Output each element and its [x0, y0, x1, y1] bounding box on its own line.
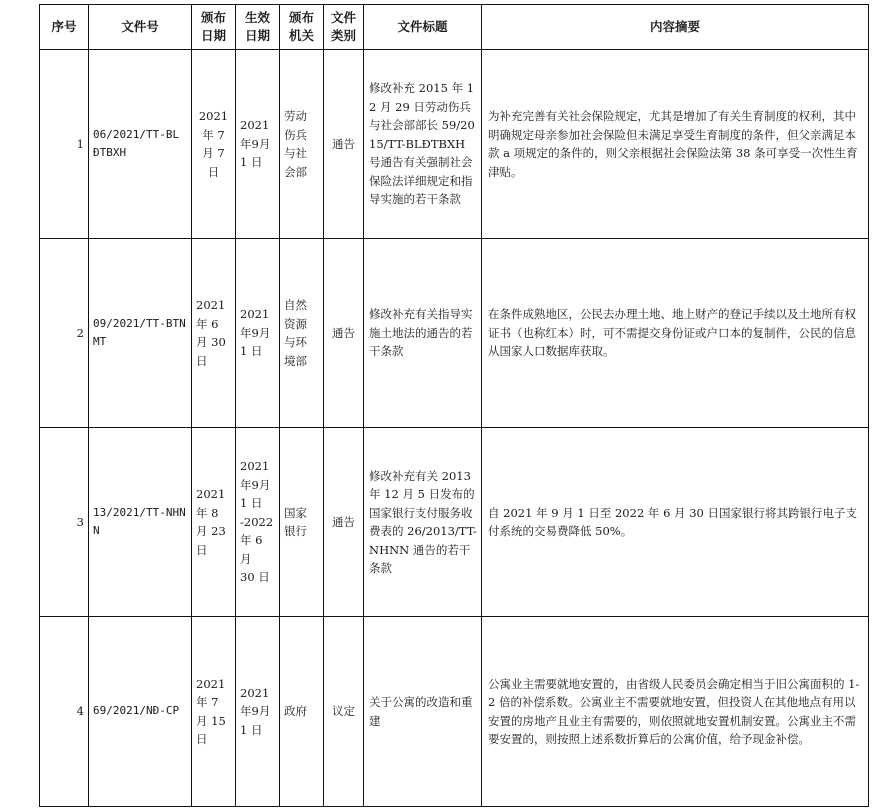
- header-title: 文件标题: [364, 5, 482, 50]
- header-doc-type: 文件 类别: [324, 5, 364, 50]
- row-title: 修改补充有关指导实施土地法的通告的若干条款: [364, 239, 482, 428]
- row-title: 修改补充 2015 年 12 月 29 日劳动伤兵与社会部部长 59/2015/TT-BLĐTBXH 号通告有关强制社会保险法详细规定和指导实施的若干条款: [364, 50, 482, 239]
- row-doc-no: 69/2021/NĐ-CP: [89, 617, 192, 807]
- row-effective-date: 2021 年9月 1 日: [236, 239, 280, 428]
- row-title: 修改补充有关 2013 年 12 月 5 日发布的国家银行支付服务收费表的 26/2013/TT-NHNN 通告的若干条款: [364, 428, 482, 617]
- row-issue-date: 2021 年 6 月 30 日: [192, 239, 236, 428]
- row-issuer: 国家 银行: [280, 428, 324, 617]
- row-summary: 自 2021 年 9 月 1 日至 2022 年 6 月 30 日国家银行将其跨银行电子支付系统的交易费降低 50%。: [482, 428, 869, 617]
- row-doc-type: 议定: [324, 617, 364, 807]
- row-doc-type: 通告: [324, 50, 364, 239]
- header-summary: 内容摘要: [482, 5, 869, 50]
- row-issuer: 劳动 伤兵 与社 会部: [280, 50, 324, 239]
- table-row: [40, 239, 869, 428]
- row-doc-type: 通告: [324, 239, 364, 428]
- row-issuer: 自然 资源 与环 境部: [280, 239, 324, 428]
- header-issue-date: 颁布 日期: [192, 5, 236, 50]
- row-index: 1: [40, 50, 89, 239]
- row-index: 2: [40, 239, 89, 428]
- row-summary: 为补充完善有关社会保险规定，尤其是增加了有关生育制度的权利，其中明确规定母亲参加社会保险但未满足享受生育制度的条件，但父亲满足本款 a 项规定的条件的，则父亲根据社会保险法第 38 条可享受一次性生育津贴。: [482, 50, 869, 239]
- row-effective-date: 2021 年9月 1 日 -2022 年 6 月 30 日: [236, 428, 280, 617]
- row-index: 4: [40, 617, 89, 807]
- row-effective-date: 2021 年9月 1 日: [236, 50, 280, 239]
- row-issuer: 政府: [280, 617, 324, 807]
- header-doc-no: 文件号: [89, 5, 192, 50]
- row-summary: 公寓业主需要就地安置的，由省级人民委员会确定相当于旧公寓面积的 1-2 倍的补偿系数。公寓业主不需要就地安置，但投资人在其他地点有用以安置的房地产且业主有需要的，则依照就地安置机制安置。公寓业主不需要安置的，则按照上述系数折算后的公寓价值，给予现金补偿。: [482, 617, 869, 807]
- header-effective-date: 生效 日期: [236, 5, 280, 50]
- regulations-table: [39, 4, 869, 807]
- row-doc-no: 06/2021/TT-BL ĐTBXH: [89, 50, 192, 239]
- table-row: [40, 428, 869, 617]
- row-doc-no: 09/2021/TT-BTN MT: [89, 239, 192, 428]
- row-index: 3: [40, 428, 89, 617]
- row-issue-date: 2021 年 7 月 15 日: [192, 617, 236, 807]
- row-summary: 在条件成熟地区，公民去办理土地、地上财产的登记手续以及土地所有权证书（也称红本）时，可不需提交身份证或户口本的复制件，公民的信息从国家人口数据库获取。: [482, 239, 869, 428]
- table-row: [40, 50, 869, 239]
- row-title: 关于公寓的改造和重建: [364, 617, 482, 807]
- header-row: [40, 5, 869, 50]
- row-doc-type: 通告: [324, 428, 364, 617]
- row-doc-no: 13/2021/TT-NHN N: [89, 428, 192, 617]
- row-issue-date: 2021 年 8 月 23 日: [192, 428, 236, 617]
- header-issuer: 颁布 机关: [280, 5, 324, 50]
- header-index: 序号: [40, 5, 89, 50]
- row-effective-date: 2021 年9月 1 日: [236, 617, 280, 807]
- row-issue-date: 2021 年 7 月 7 日: [192, 50, 236, 239]
- table-row: [40, 617, 869, 807]
